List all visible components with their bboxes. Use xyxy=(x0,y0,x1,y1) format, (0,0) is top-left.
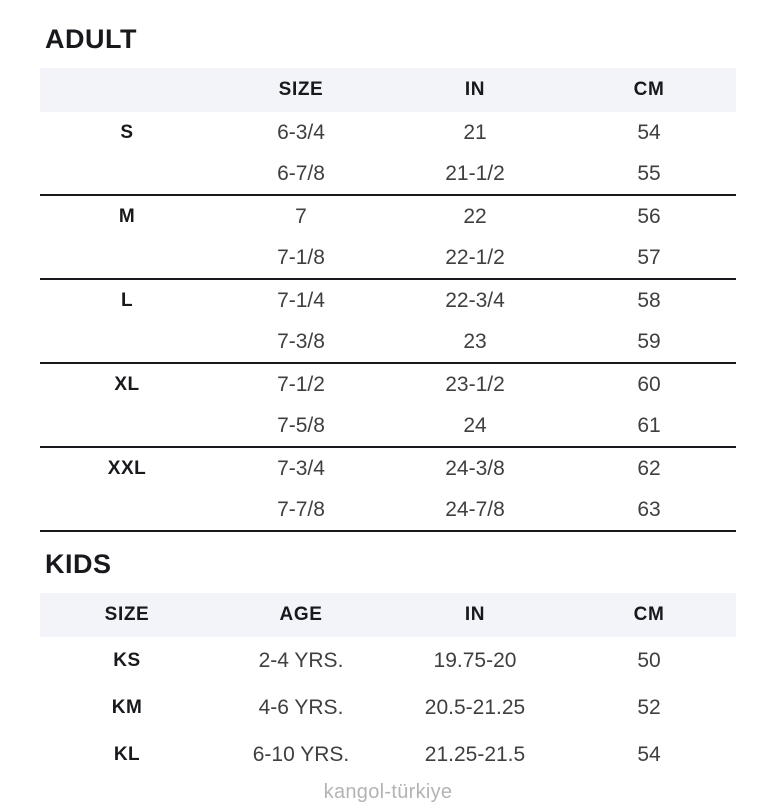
kids-col-header-size: SIZE xyxy=(40,593,214,637)
cell-size: 7-5/8 xyxy=(214,405,388,447)
table-row xyxy=(40,112,736,153)
cell-in: 24-7/8 xyxy=(388,489,562,531)
size-group-label: XL xyxy=(114,373,140,395)
cell-in: 23-1/2 xyxy=(445,372,505,396)
cell-cm: 52 xyxy=(637,695,661,719)
cell-cm: 62 xyxy=(637,456,661,480)
cell-cm: 57 xyxy=(562,237,736,279)
cell-in: 22-1/2 xyxy=(388,237,562,279)
table-row xyxy=(40,279,736,321)
cell-in: 20.5-21.25 xyxy=(424,695,526,719)
size-group-label: XXL xyxy=(107,457,147,479)
cell-cm: 58 xyxy=(637,288,661,312)
table-row xyxy=(40,321,736,363)
cell-in: 21.25-21.5 xyxy=(424,742,526,766)
table-row xyxy=(40,195,736,237)
size-group-label-empty xyxy=(40,405,214,447)
cell-age: 6-10 YRS. xyxy=(252,742,350,766)
table-row xyxy=(40,237,736,279)
cell-cm: 50 xyxy=(637,648,661,672)
kids-table-body xyxy=(40,637,736,778)
table-row xyxy=(40,405,736,447)
kids-table-head xyxy=(40,593,736,637)
size-group-label-empty xyxy=(40,153,214,195)
adult-col-header-cm: CM xyxy=(562,68,736,112)
cell-size: 6-7/8 xyxy=(214,153,388,195)
adult-header-row xyxy=(40,68,736,112)
cell-in: 24-3/8 xyxy=(445,456,505,480)
kids-size-label: KS xyxy=(113,649,141,671)
cell-cm: 54 xyxy=(637,742,661,766)
size-group-label-empty xyxy=(40,489,214,531)
kids-col-header-cm: CM xyxy=(562,593,736,637)
cell-in: 19.75-20 xyxy=(433,648,517,672)
adult-col-header-blank xyxy=(40,68,214,112)
adult-table-body xyxy=(40,112,736,531)
adult-table-head xyxy=(40,68,736,112)
cell-size: 7-1/2 xyxy=(277,372,325,396)
adult-col-header-size: SIZE xyxy=(214,68,388,112)
table-row xyxy=(40,637,736,684)
cell-cm: 60 xyxy=(637,372,661,396)
cell-in: 22 xyxy=(463,204,487,228)
size-group-label: L xyxy=(120,289,134,311)
cell-in: 21-1/2 xyxy=(388,153,562,195)
cell-in: 24 xyxy=(388,405,562,447)
table-row xyxy=(40,447,736,489)
cell-in: 21 xyxy=(463,120,487,144)
cell-size: 7 xyxy=(295,204,307,228)
cell-in: 22-3/4 xyxy=(445,288,505,312)
size-group-label: M xyxy=(118,205,136,227)
cell-size: 7-7/8 xyxy=(214,489,388,531)
table-row xyxy=(40,153,736,195)
cell-size: 6-3/4 xyxy=(277,120,325,144)
cell-in: 23 xyxy=(388,321,562,363)
cell-cm: 54 xyxy=(637,120,661,144)
kids-col-header-in: IN xyxy=(388,593,562,637)
table-row xyxy=(40,684,736,731)
table-row xyxy=(40,489,736,531)
adult-size-table xyxy=(40,68,736,532)
kids-size-table xyxy=(40,593,736,778)
size-group-label: S xyxy=(120,121,134,143)
table-row xyxy=(40,363,736,405)
table-row xyxy=(40,731,736,778)
cell-size: 7-1/4 xyxy=(277,288,325,312)
cell-size: 7-1/8 xyxy=(214,237,388,279)
size-group-label-empty xyxy=(40,237,214,279)
cell-age: 4-6 YRS. xyxy=(258,695,344,719)
cell-size: 7-3/8 xyxy=(214,321,388,363)
kids-section-title: KIDS xyxy=(45,549,112,579)
cell-age: 2-4 YRS. xyxy=(258,648,344,672)
cell-cm: 59 xyxy=(562,321,736,363)
adult-col-header-in: IN xyxy=(388,68,562,112)
cell-cm: 61 xyxy=(562,405,736,447)
adult-section-title: ADULT xyxy=(45,24,137,54)
cell-cm: 55 xyxy=(562,153,736,195)
site-watermark: kangol-türkiye xyxy=(323,781,453,803)
kids-col-header-age: AGE xyxy=(214,593,388,637)
cell-cm: 56 xyxy=(637,204,661,228)
cell-size: 7-3/4 xyxy=(277,456,325,480)
kids-header-row xyxy=(40,593,736,637)
size-group-label-empty xyxy=(40,321,214,363)
kids-size-label: KL xyxy=(113,743,141,765)
kids-size-label: KM xyxy=(111,696,143,718)
cell-cm: 63 xyxy=(562,489,736,531)
